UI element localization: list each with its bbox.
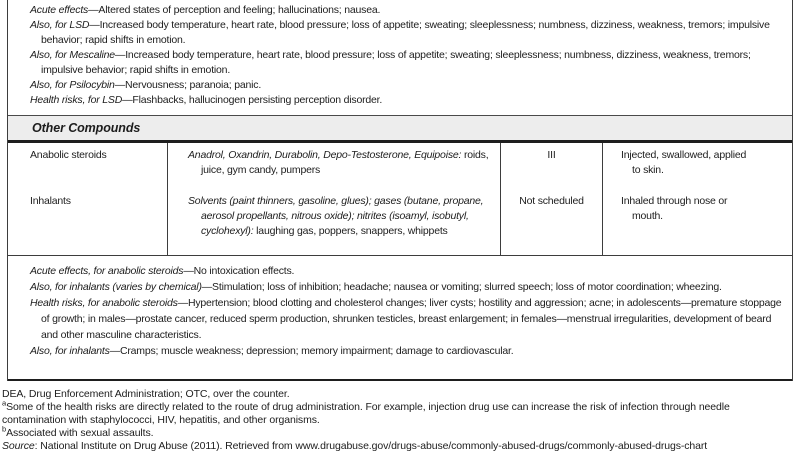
effect-lead: Acute effects, for anabolic steroids [30, 265, 184, 277]
effect-lead: Also, for Mescaline [30, 49, 115, 61]
effect-lead: Also, for inhalants (varies by chemical) [30, 281, 202, 293]
effect-row-health-risks-lsd [30, 93, 782, 108]
section-header-label: Other Compounds [32, 121, 141, 135]
effect-row-mescaline [30, 48, 782, 78]
effect-text: —No intoxication effects. [183, 265, 295, 277]
footnote-a-marker: a [2, 398, 7, 408]
source-note [2, 440, 796, 453]
examples-cell-inhalants [188, 194, 490, 239]
examples-cell-anabolic-steroids [188, 148, 490, 194]
effect-text: —Nervousness; paranoia; panic. [114, 79, 262, 91]
effect-lead: Health risks, for LSD [30, 94, 123, 106]
route-text: Inhaled through nose or [621, 195, 728, 207]
route-cell-inhalants [621, 194, 780, 224]
effect-text: —Stimulation; loss of inhibition; headache; nausea or vomiting; slurred speech; loss of motor coordination; wheezing. [201, 281, 722, 293]
effect-lead: Also, for inhalants [30, 345, 110, 357]
effect-lead: Acute effects [30, 4, 89, 16]
route-text-continued: to skin. [632, 164, 664, 176]
schedule-cell-inhalants: Not scheduled [519, 195, 584, 207]
effect-row-acute-anabolic [30, 263, 782, 279]
effect-lead: Health risks, for anabolic steroids [30, 297, 178, 309]
route-cell-anabolic-steroids [621, 148, 780, 194]
abbreviations-note: DEA, Drug Enforcement Administration; OTC, over the counter. [2, 388, 290, 400]
effect-row-health-risks-anabolic [30, 295, 782, 343]
examples-street-names: laughing gas, poppers, snappers, whippets [253, 225, 448, 237]
footnote-b-text: Associated with sexual assaults. [6, 427, 154, 439]
effect-text: —Increased body temperature, heart rate, blood pressure; loss of appetite; sweating; sleeplessness; numbness, dizziness, weakness, tremors; impulsive behavior; rapid shifts in emotion. [41, 19, 770, 46]
effect-row-acute [30, 3, 782, 18]
effect-row-inhalants-health [30, 343, 782, 359]
source-text: : National Institute on Drug Abuse (2011). Retrieved from www.drugabuse.gov/drugs-abuse/commonly-abused-drugs/commonly-abused-drugs-chart [34, 440, 708, 452]
source-label: Source [2, 440, 35, 452]
effect-row-psilocybin [30, 78, 782, 93]
effect-text: —Cramps; muscle weakness; depression; memory impairment; damage to cardiovascular. [109, 345, 514, 357]
substance-cell-anabolic-steroids: Anabolic steroids [30, 149, 107, 161]
drug-chart-table [7, 0, 793, 381]
effect-text: —Altered states of perception and feeling; hallucinations; nausea. [88, 4, 381, 16]
examples-brand-names: Anadrol, Oxandrin, Durabolin, Depo-Testosterone, Equipoise: [188, 149, 462, 161]
footnotes [2, 388, 796, 453]
effect-lead: Also, for LSD [30, 19, 90, 31]
effect-row-inhalants-varies [30, 279, 782, 295]
examples-column [168, 143, 501, 255]
substance-cell-inhalants: Inhalants [30, 195, 71, 207]
route-text-continued: mouth. [632, 210, 663, 222]
schedule-column [501, 143, 603, 255]
examples-brand-names: Solvents (paint thinners, gasoline, glues); gases (butane, propane, aerosol propellants, nitrous oxide); nitrites (isoamyl, isobutyl, cyclohexyl): [188, 195, 484, 237]
route-column [603, 143, 792, 255]
schedule-cell-anabolic-steroids: III [547, 149, 556, 161]
substance-column [8, 143, 168, 255]
effect-lead: Also, for Psilocybin [30, 79, 115, 91]
other-compounds-section-header [8, 116, 792, 143]
route-text: Injected, swallowed, applied [621, 149, 747, 161]
examples-street-names: roids, juice, gym candy, pumpers [201, 149, 489, 176]
hallucinogens-effects-section [8, 0, 792, 116]
effect-text: —Flashbacks, hallucinogen persisting perception disorder. [122, 94, 383, 106]
effect-text: —Hypertension; blood clotting and cholesterol changes; liver cysts; hostility and aggression; acne; in adolescents—premature stoppage of growth; in males—prostate cancer, reduced sperm production, shrunken testicles, breast enlargement; in females—menstrual irregularities, development of beard and other masculine characteristics. [41, 297, 782, 341]
footnote-b-marker: b [2, 424, 7, 434]
footnote-a [2, 398, 796, 427]
effect-row-lsd [30, 18, 782, 48]
footnote-b [2, 424, 796, 440]
other-compounds-body [8, 143, 792, 256]
effect-text: —Increased body temperature, heart rate, blood pressure; loss of appetite; sweating; sleeplessness; numbness, dizziness, weakness, tremors; impulsive behavior; rapid shifts in emotion. [41, 49, 751, 76]
other-compounds-effects-section [8, 256, 792, 381]
footnote-a-text: Some of the health risks are directly related to the route of drug administration. For example, injection drug use can increase the risk of infection through needle contamination with staphylococci, HIV, hepatitis, and other organisms. [2, 401, 730, 426]
